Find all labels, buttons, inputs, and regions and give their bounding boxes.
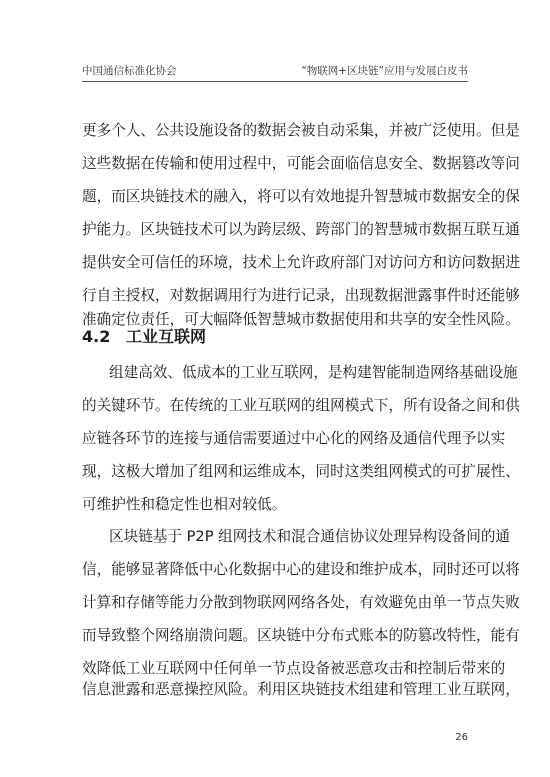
section-number: 4.2 <box>82 327 111 346</box>
paragraph-2-line: 现，这极大增加了组网和运维成本，同时这类组网模式的可扩展性、 <box>82 463 520 480</box>
paragraph-3-line: 而导致整个网络崩溃问题。区块链中分布式账本的防篡改特性，能有 <box>82 627 520 644</box>
section-title: 工业互联网 <box>126 327 207 346</box>
paragraph-3-line: 信息泄露和恶意操控风险。利用区块链技术组建和管理工业互联网， <box>82 681 520 698</box>
paragraph-2-line: 应链各环节的连接与通信需要通过中心化的网络及通信代理予以实 <box>82 430 506 447</box>
paragraph-1-line: 护能力。区块链技术可以为跨层级、跨部门的智慧城市数据互联互通 <box>82 221 520 238</box>
section-heading <box>82 324 206 350</box>
paragraph-3-line: 效降低工业互联网中任何单一节点设备被恶意攻击和控制后带来的 <box>82 660 506 677</box>
paragraph-1-line: 这些数据在传输和使用过程中，可能会面临信息安全、数据篡改等问 <box>82 155 520 172</box>
paragraph-2-line: 可维护性和稳定性也相对较低。 <box>82 496 287 513</box>
paragraph-1-line: 题，而区块链技术的融入，将可以有效地提升智慧城市数据安全的保 <box>82 188 520 205</box>
paragraph-2-line: 的关键环节。在传统的工业互联网的组网模式下，所有设备之间和供 <box>82 397 520 414</box>
header-document-title: “物联网+区块链”应用与发展白皮书 <box>301 65 468 77</box>
paragraph-3-line: 计算和存储等能力分散到物联网网络各处，有效避免由单一节点失败 <box>82 594 520 611</box>
header-organization: 中国通信标准化协会 <box>82 65 177 77</box>
paragraph-3-line: 区块链基于 P2P 组网技术和混合通信协议处理异构设备间的通 <box>109 528 511 545</box>
paragraph-1-line: 行自主授权，对数据调用行为进行记录，出现数据泄露事件时还能够 <box>82 287 520 304</box>
header-divider <box>82 81 468 82</box>
paragraph-2-line: 组建高效、低成本的工业互联网，是构建智能制造网络基础设施 <box>109 364 518 381</box>
paragraph-1-line: 更多个人、公共设施设备的数据会被自动采集，并被广泛使用。但是 <box>82 122 520 139</box>
paragraph-3-line: 信，能够显著降低中心化数据中心的建设和维护成本，同时还可以将 <box>82 561 520 578</box>
page-number: 26 <box>455 732 468 743</box>
paragraph-1-line: 提供安全可信任的环境，技术上允许政府部门对访问方和访问数据进 <box>82 254 520 271</box>
paragraph-1-line: 准确定位责任，可大幅降低智慧城市数据使用和共享的安全性风险。 <box>82 311 520 328</box>
page-header <box>82 64 468 82</box>
